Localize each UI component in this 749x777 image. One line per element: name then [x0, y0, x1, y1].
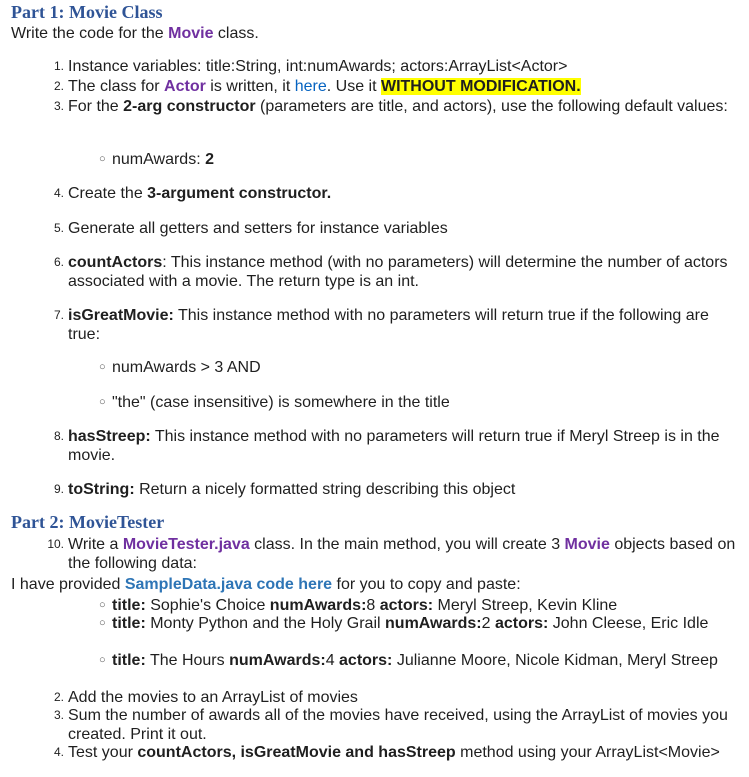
bullet-icon: ○: [99, 396, 106, 408]
sub-item-the-condition: ○ "the" (case insensitive) is somewhere in the title: [99, 394, 450, 411]
list-item-10: 10. Write a MovieTester.java class. In the main method, you will create 3 Movie objects based on the following data:: [47, 536, 736, 572]
list-item-7: 7. isGreatMovie: This instance method with no parameters will return true if the following are true:: [53, 307, 709, 343]
part1-heading: Part 1: Movie Class: [11, 2, 163, 22]
bullet-icon: ○: [99, 599, 106, 611]
list-item-3: 3. For the 2-arg constructor (parameters are title, and actors), use the following default values:: [53, 98, 728, 115]
movie-tester-class-name: MovieTester.java: [122, 536, 250, 553]
list-item-9: 9. toString: Return a nicely formatted string describing this object: [53, 481, 516, 498]
movie-data-item: ○ title: Sophie's Choice numAwards:8 actors: Meryl Streep, Kevin Kline: [99, 597, 618, 614]
movie-class-name: Movie: [168, 25, 214, 42]
list-item-8: 8. hasStreep: This instance method with no parameters will return true if Meryl Streep is in the movie.: [53, 428, 720, 464]
bullet-icon: ○: [99, 654, 106, 666]
bullet-icon: ○: [99, 153, 106, 165]
part1-intro: Write the code for the Movie class.: [11, 25, 259, 42]
movie-data-item: ○ title: The Hours numAwards:4 actors: Julianne Moore, Nicole Kidman, Meryl Streep: [99, 652, 718, 669]
provided-sample-data: I have provided SampleData.java code here for you to copy and paste:: [11, 576, 521, 593]
list-item-5: 5. Generate all getters and setters for instance variables: [53, 220, 448, 237]
bullet-icon: ○: [99, 617, 106, 629]
step-add-movies: 2. Add the movies to an ArrayList of movies: [53, 689, 358, 706]
actor-code-link[interactable]: here: [294, 78, 327, 95]
without-modification-highlight: WITHOUT MODIFICATION.: [380, 78, 581, 95]
sub-item-num-awards-default: ○ numAwards: 2: [99, 151, 214, 168]
bullet-icon: ○: [99, 361, 106, 373]
list-item-1: 1. Instance variables: title:String, int:numAwards; actors:ArrayList<Actor>: [53, 58, 568, 75]
actor-class-name: Actor: [164, 78, 206, 95]
list-item-6: 6. countActors: This instance method (with no parameters) will determine the number of actors associated with a movie. The return type is an int.: [53, 254, 728, 290]
part2-heading: Part 2: MovieTester: [11, 512, 165, 532]
movie-class-name: Movie: [564, 536, 610, 553]
list-item-2: 2. The class for Actor is written, it here. Use it WITHOUT MODIFICATION.: [53, 78, 581, 95]
sub-item-num-awards-condition: ○ numAwards > 3 AND: [99, 359, 261, 376]
step-test-methods: 4. Test your countActors, isGreatMovie and hasStreep method using your ArrayList<Movie>: [53, 744, 720, 761]
sample-data-link[interactable]: SampleData.java code here: [124, 576, 333, 593]
movie-data-item: ○ title: Monty Python and the Holy Grail numAwards:2 actors: John Cleese, Eric Idle: [99, 615, 709, 632]
list-item-4: 4. Create the 3-argument constructor.: [53, 185, 332, 202]
step-sum-awards: 3. Sum the number of awards all of the movies have received, using the ArrayList of movies you created. Print it out.: [53, 707, 728, 743]
